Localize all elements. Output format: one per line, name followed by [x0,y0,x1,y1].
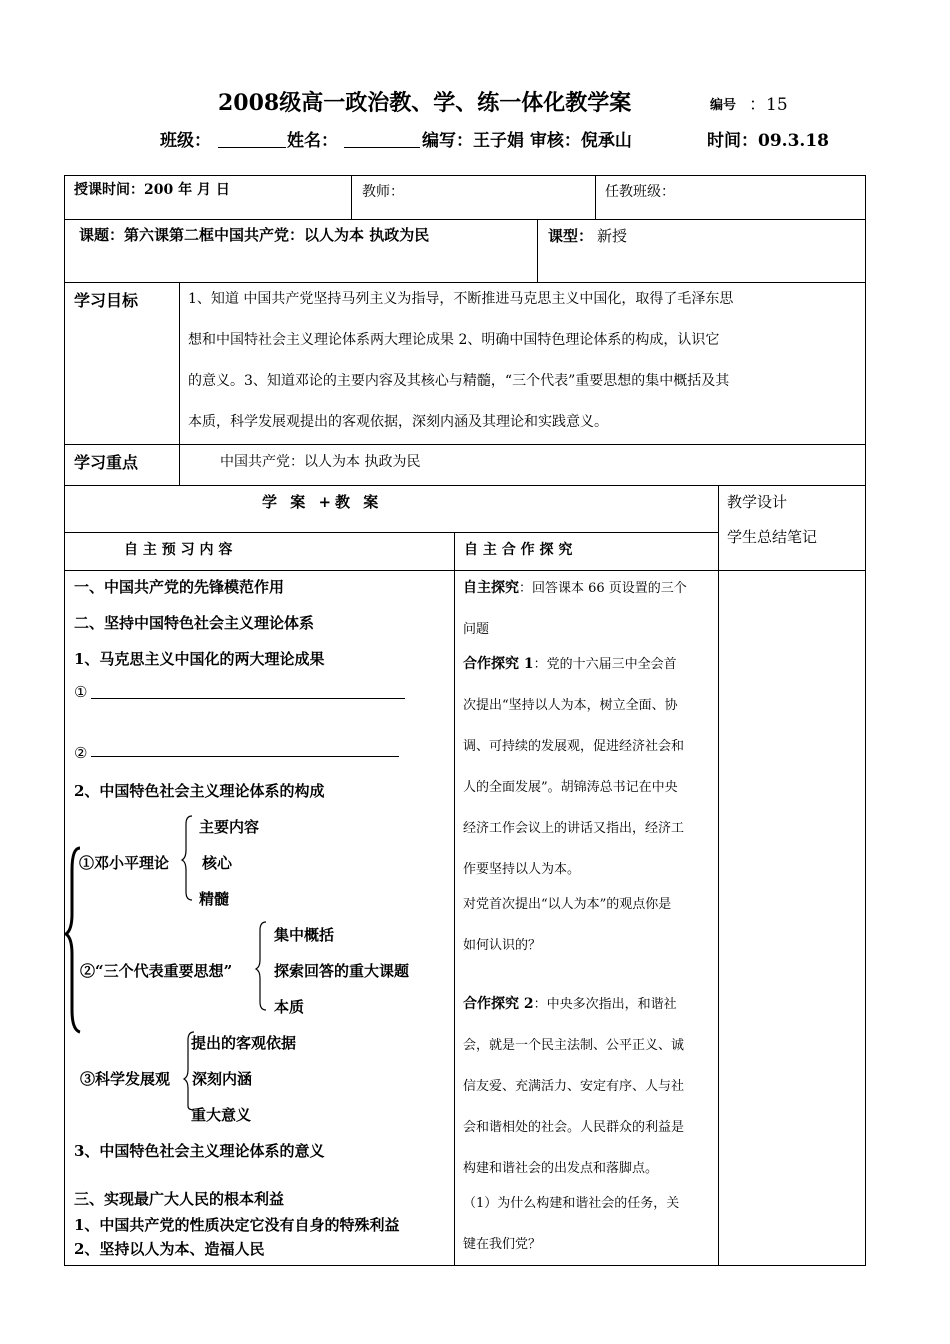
lesson-topic: 课题：第六课第二框中国共产党：以人为本 执政为民 [79,226,430,244]
coop2-text: 会和谐相处的社会。人民群众的利益是 [463,1120,685,1135]
three-summary: 集中概括 [274,926,335,944]
preview-item: 2、坚持以人为本、造福人民 [74,1240,265,1258]
blank-marker: ① [74,683,88,701]
date-info: 时间：09.3.18 [707,131,829,151]
class-label: 班级： [160,131,211,151]
number-value: ：15 [749,95,788,115]
sci-dev-label: ③科学发展观 [80,1070,171,1088]
sci-basis: 提出的客观依据 [191,1034,297,1052]
deng-content: 主要内容 [199,818,260,836]
name-blank[interactable] [344,147,420,148]
coop1-text: 调、可持续的发展观，促进经济社会和 [463,739,685,754]
deng-core: 核心 [202,854,233,872]
preview-item: 3、中国特色社会主义理论体系的意义 [74,1142,325,1160]
coop2-text: 键在我们党？ [463,1237,542,1252]
coop1-text: 作要坚持以人为本。 [463,862,581,877]
coop-explore-1 [463,653,677,673]
preview-item: 2、中国特色社会主义理论体系的构成 [74,782,325,800]
design-column-title: 教学设计 [727,493,788,511]
teacher-label: 教师： [362,184,404,200]
preview-item: 二、坚持中国特色社会主义理论体系 [74,614,315,632]
blank-marker: ② [74,744,88,762]
coop1-text: 次提出“坚持以人为本，树立全面、协 [463,698,678,713]
answer-line[interactable] [91,756,399,757]
goals-line: 本质，科学发展观提出的客观依据，深刻内涵及其理论和实践意义。 [188,414,608,430]
three-essence: 本质 [274,998,305,1016]
preview-item: 一、中国共产党的先锋模范作用 [74,578,285,596]
page-title: 2008级高一政治教、学、练一体化教学案 [218,90,632,116]
self-explore-text: ：回答课本 66 页设置的三个 [519,581,687,596]
goals-line: 想和中国特社会主义理论体系两大理论成果 2、明确中国特色理论体系的构成，认识它 [188,332,720,348]
preview-column-title: 自 主 预 习 内 容 [124,542,233,558]
self-explore-text: 问题 [463,622,490,637]
coop1-text: 经济工作会议上的讲话又指出，经济工 [463,821,685,836]
sci-meaning: 深刻内涵 [192,1070,253,1088]
goals-line: 的意义。3、知道邓论的主要内容及其核心与精髓，“三个代表”重要思想的集中概括及其 [188,373,730,389]
explore-column-title: 自 主 合 作 探 究 [464,542,573,558]
author-info: 编写：王子娟 审核：倪承山 [422,131,632,151]
goals-label: 学习目标 [74,291,139,310]
self-explore-label: 自主探究 [463,580,519,596]
lesson-type-value: 新授 [597,227,628,245]
goals-line: 1、知道 中国共产党坚持马列主义为指导，不断推进马克思主义中国化，取得了毛泽东思 [188,291,734,307]
coop1-text: 人的全面发展”。胡锦涛总书记在中央 [463,780,678,795]
self-explore [463,577,687,597]
focus-label: 学习重点 [74,453,139,472]
lesson-time: 授课时间：200 年 月 日 [74,182,230,198]
number-label: 编号 [710,98,737,113]
class-blank[interactable] [218,147,286,148]
answer-line[interactable] [91,698,405,699]
coop2-label: 合作探究 2 [463,996,534,1012]
notes-column-title: 学生总结笔记 [727,528,818,546]
coop2-text: 会，就是一个民主法制、公平正义、诚 [463,1038,685,1053]
preview-item: 1、马克思主义中国化的两大理论成果 [74,650,325,668]
coop2-text: ：中央多次指出，和谐社 [533,997,677,1012]
preview-item: 1、中国共产党的性质决定它没有自身的特殊利益 [74,1216,400,1234]
coop1-label: 合作探究 1 [463,656,534,672]
coop2-text: 构建和谐社会的出发点和落脚点。 [463,1161,659,1176]
coop-explore-2 [463,993,677,1013]
lesson-type-label: 课型： [548,227,594,245]
name-label: 姓名： [287,131,338,151]
coop2-text: 信友爱、充满活力、安定有序、人与社 [463,1079,685,1094]
sci-significance: 重大意义 [191,1106,252,1124]
three-represents-label: ②“三个代表重要思想” [80,962,233,980]
deng-essence: 精髓 [199,890,230,908]
three-topic: 探索回答的重大课题 [274,962,410,980]
coop1-text: ：党的十六届三中全会首 [533,657,677,672]
preview-item: 三、实现最广大人民的根本利益 [74,1190,285,1208]
coop2-text: （1）为什么构建和谐社会的任务，关 [463,1196,680,1211]
coop1-text: 如何认识的？ [463,938,542,953]
deng-theory-label: ①邓小平理论 [79,854,170,872]
class-taught-label: 任教班级： [605,184,675,200]
focus-text: 中国共产党：以人为本 执政为民 [220,454,421,470]
section-main-title: 学 案 +教 案 [262,493,383,511]
coop1-text: 对党首次提出“以人为本”的观点你是 [463,897,672,912]
